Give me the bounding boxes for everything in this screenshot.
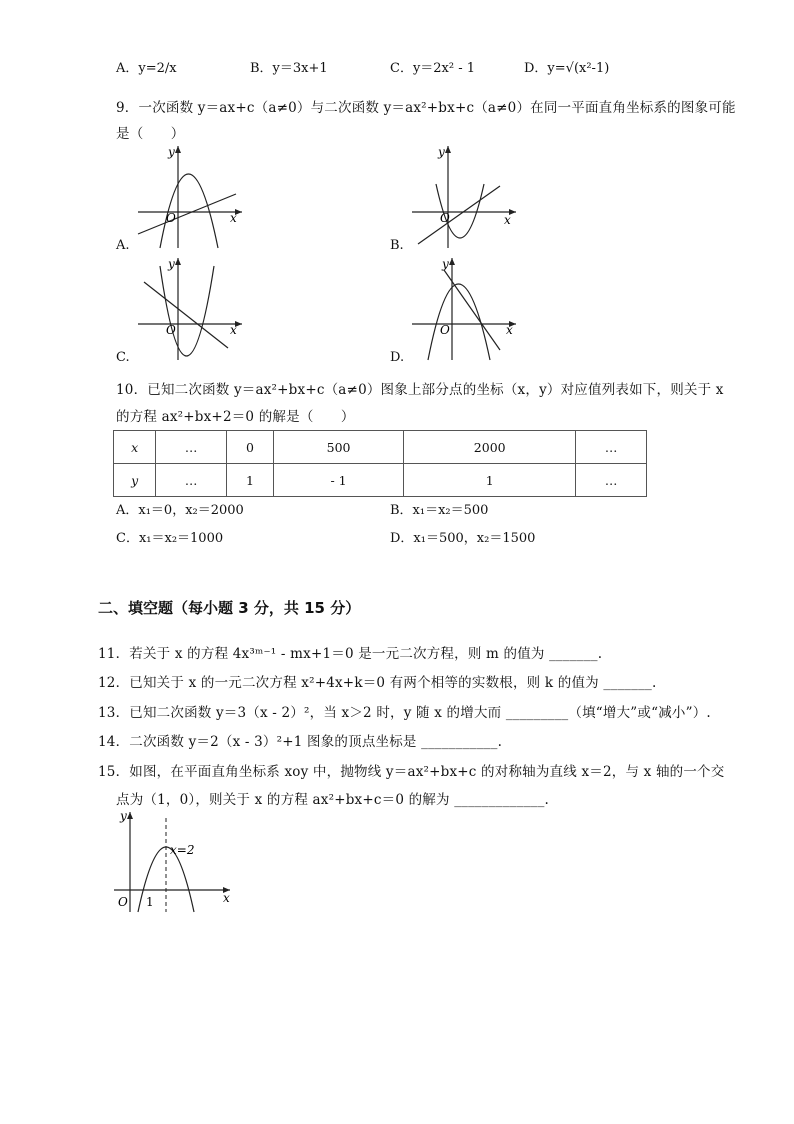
q15-origin-label: O bbox=[118, 895, 128, 909]
q15-stem-line1: 15．如图，在平面直角坐标系 xoy 中，抛物线 y＝ax²+bx+c 的对称轴为直线 x＝2，与 x 轴的一个交 bbox=[98, 764, 725, 780]
q9-graph-d bbox=[408, 254, 528, 364]
table-cell: … bbox=[156, 431, 227, 464]
table-cell: … bbox=[576, 431, 647, 464]
graph-a-x-label: x bbox=[230, 211, 237, 225]
q9-option-d: D. bbox=[390, 350, 405, 365]
table-cell: x bbox=[114, 431, 156, 464]
q15-x-label: x bbox=[223, 891, 230, 905]
q13-text: 13．已知二次函数 y＝3（x - 2）²，当 x＞2 时，y 随 x 的增大而 _________（填“增大”或“减小”）. bbox=[98, 705, 711, 721]
q10-value-table bbox=[113, 430, 647, 497]
q8-option-c: C．y＝2x² - 1 bbox=[390, 61, 476, 76]
q15-figure bbox=[110, 806, 240, 916]
q10-option-a: A．x₁＝0，x₂＝2000 bbox=[116, 503, 244, 518]
q15-one-label: 1 bbox=[146, 895, 154, 909]
table-cell: 1 bbox=[227, 464, 274, 497]
q9-graph-b bbox=[408, 142, 528, 252]
table-cell: 500 bbox=[273, 431, 403, 464]
q14-text: 14．二次函数 y＝2（x - 3）²+1 图象的顶点坐标是 ___________. bbox=[98, 734, 503, 750]
table-cell: … bbox=[576, 464, 647, 497]
q9-graph-c bbox=[130, 254, 250, 364]
q9-option-c: C. bbox=[116, 350, 130, 365]
q8-option-d: D．y=√(x²-1) bbox=[524, 61, 610, 76]
table-row bbox=[114, 431, 647, 464]
graph-d-y-label: y bbox=[442, 257, 449, 271]
table-cell: … bbox=[156, 464, 227, 497]
q15-y-label: y bbox=[120, 809, 127, 823]
q9-option-b: B. bbox=[390, 238, 404, 253]
section-heading: 二、填空题（每小题 3 分，共 15 分） bbox=[98, 599, 361, 617]
q11-text: 11．若关于 x 的方程 4x³ᵐ⁻¹ - mx+1＝0 是一元二次方程，则 m 的值为 _______. bbox=[98, 646, 603, 662]
table-cell: - 1 bbox=[273, 464, 403, 497]
q8-option-b: B．y＝3x+1 bbox=[250, 61, 328, 76]
q10-option-b: B．x₁＝x₂＝500 bbox=[390, 503, 489, 518]
graph-c-origin-label: O bbox=[166, 323, 176, 337]
q10-option-c: C．x₁＝x₂＝1000 bbox=[116, 531, 224, 546]
table-cell: 2000 bbox=[404, 431, 576, 464]
q9-stem-line1: 9．一次函数 y＝ax+c（a≠0）与二次函数 y＝ax²+bx+c（a≠0）在同一平面直角坐标系的图象可能 bbox=[116, 100, 736, 116]
graph-d-x-label: x bbox=[506, 323, 513, 337]
table-cell: 1 bbox=[404, 464, 576, 497]
graph-c-y-label: y bbox=[168, 257, 175, 271]
q12-text: 12．已知关于 x 的一元二次方程 x²+4x+k＝0 有两个相等的实数根，则 k 的值为 _______. bbox=[98, 675, 657, 691]
q10-stem-line1: 10．已知二次函数 y＝ax²+bx+c（a≠0）图象上部分点的坐标（x，y）对应值列表如下，则关于 x bbox=[116, 382, 724, 398]
graph-a-origin-label: O bbox=[166, 211, 176, 225]
q15-stem-line2: 点为（1，0），则关于 x 的方程 ax²+bx+c＝0 的解为 _____________. bbox=[116, 792, 550, 808]
graph-c-x-label: x bbox=[230, 323, 237, 337]
q9-option-a: A. bbox=[116, 238, 130, 253]
q10-option-d: D．x₁＝500，x₂＝1500 bbox=[390, 531, 536, 546]
q10-stem-line2: 的方程 ax²+bx+2＝0 的解是（ ） bbox=[116, 409, 355, 425]
graph-b-x-label: x bbox=[504, 213, 511, 227]
table-cell: y bbox=[114, 464, 156, 497]
graph-b-y-label: y bbox=[438, 145, 445, 159]
table-cell: 0 bbox=[227, 431, 274, 464]
graph-a-y-label: y bbox=[168, 145, 175, 159]
q15-axis-label: x=2 bbox=[170, 843, 195, 857]
q9-stem-line2: 是（ ） bbox=[116, 126, 185, 142]
q8-option-a: A．y=2/x bbox=[116, 61, 177, 76]
q9-graph-a bbox=[130, 142, 250, 252]
table-row bbox=[114, 464, 647, 497]
graph-b-origin-label: O bbox=[440, 211, 450, 225]
graph-d-origin-label: O bbox=[440, 323, 450, 337]
